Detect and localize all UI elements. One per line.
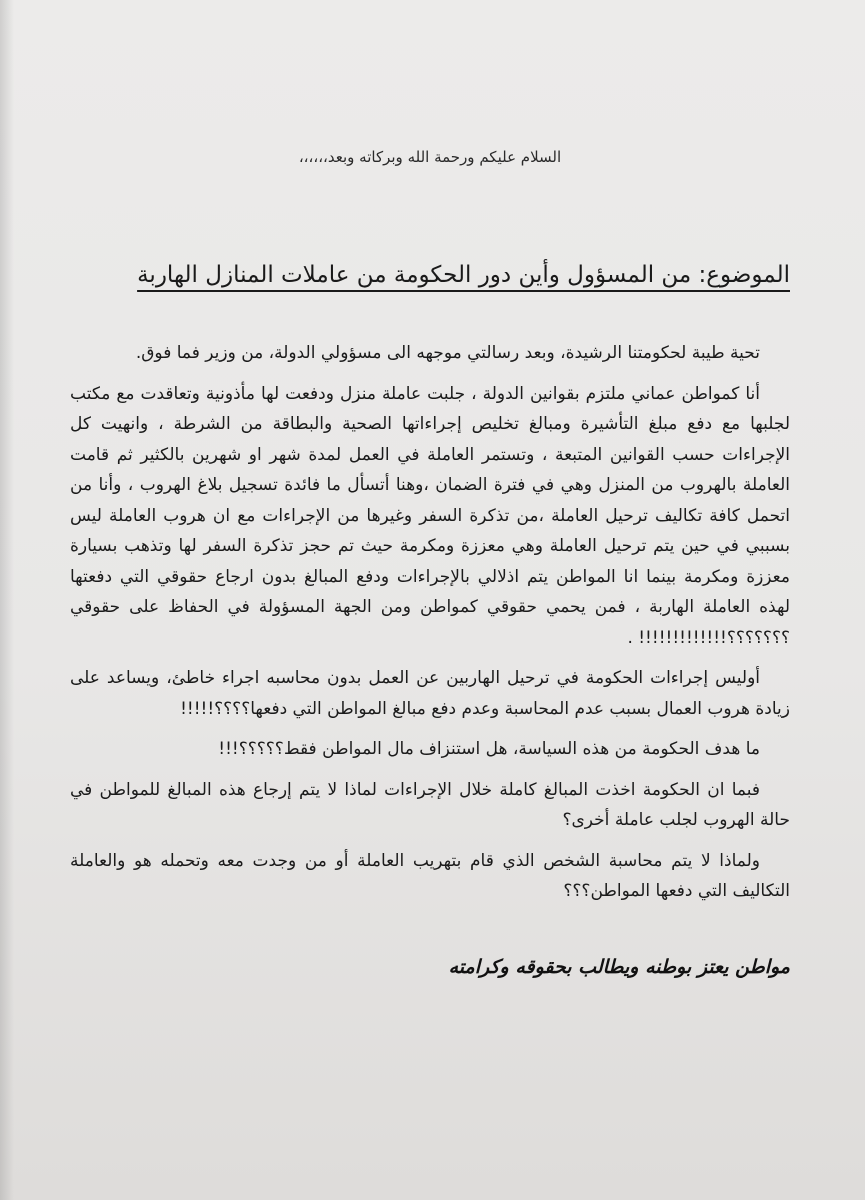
paragraph-3: أوليس إجراءات الحكومة في ترحيل الهاربين عن العمل بدون محاسبه اجراء خاطئ، ويساعد على زيادة هروب العمال بسبب عدم المحاسبة وعدم دفع مبالغ المواطن التي دفعها؟؟؟؟!!!!! [70,668,790,719]
page-edge-shadow [0,0,14,1200]
greeting-line: السلام عليكم ورحمة الله وبركاته وبعد،،،،،، [298,148,562,166]
paragraph-5: فبما ان الحكومة اخذت المبالغ كاملة خلال الإجراءات لماذا لا يتم إرجاع هذه المبالغ للمواطن في حالة الهروب لجلب عاملة أخرى؟ [70,779,790,830]
paragraph-4: ما هدف الحكومة من هذه السياسة، هل استنزاف مال المواطن فقط؟؟؟؟؟!!! [218,739,760,759]
paragraph-1: تحية طيبة لحكومتنا الرشيدة، وبعد رسالتي موجهه الى مسؤولي الدولة، من وزير فما فوق. [135,343,760,363]
handwritten-signature: مواطن يعتز بوطنه ويطالب بحقوقه وكرامته [448,956,790,978]
paragraph-2: أنا كمواطن عماني ملتزم بقوانين الدولة ، جلبت عاملة منزل ودفعت لها مأذونية وتعاقدت مع مكتب لجلبها مع دفع مبلغ التأشيرة ومبالغ تخليص إجراءاتها الصحية والبطاقة من الشرطة ، وانهيت كل الإجراءات حسب القوانين المتبعة ، وتستمر العاملة في العمل لمدة شهر او شهرين بالكثير ثم قامت العاملة بالهروب من المنزل وهي في فترة الضمان ،وهنا أتسأل ما فائدة تسجيل بلاغ الهروب ، وأنا من اتحمل كافة تكاليف ترحيل العاملة ،من تذكرة السفر وغيرها من الإجراءات مع ان هروب العاملة ليس بسببي في حين يتم ترحيل العاملة وهي معززة ومكرمة حيث تم حجز تذكرة السفر لها وتذهب بسيارة معززة ومكرمة بينما انا المواطن يتم اذلالي بالإجراءات ودفع المبالغ بدون ارجاع حقوقي التي دفعتها لهذه العاملة الهاربة ، فمن يحمي حقوقي كمواطن ومن الجهة المسؤولة في الحفاظ على حقوقي ؟؟؟؟؟؟؟!!!!!!!!!!!!! . [70,383,790,648]
subject-heading: الموضوع: من المسؤول وأين دور الحكومة من عاملات المنازل الهاربة [137,262,790,288]
letter-body [70,338,790,917]
paragraph-6: ولماذا لا يتم محاسبة الشخص الذي قام بتهريب العاملة أو من وجدت معه وتحمله هو والعاملة التكاليف التي دفعها المواطن؟؟؟ [70,850,790,901]
